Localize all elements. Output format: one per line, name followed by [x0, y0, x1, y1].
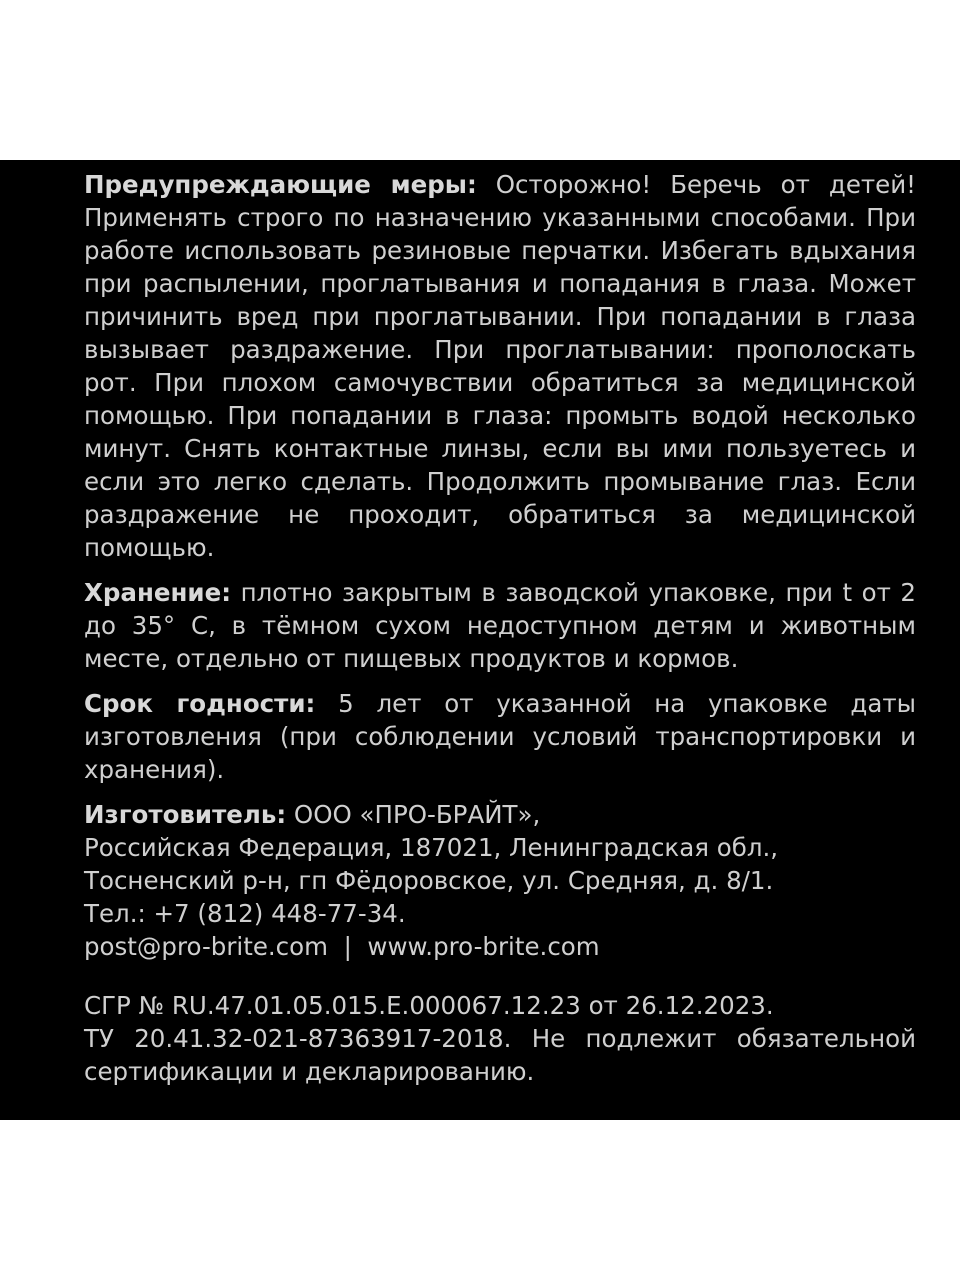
warnings-text: Осторожно! Беречь от детей! Применять строго по назначению указанными способами. При работе использовать резиновые перчатки. Избегать вдыхания при распылении, проглатывания и попадания в глаза. Может причинить вред при проглатывании. При попадании в глаза вызывает раздражение. При проглатывании: прополоскать рот. При плохом самочувствии обратиться за медицинской помощью. При попадании в глаза: промыть водой несколько минут. Снять контактные линзы, если вы ими пользуетесь и если это легко сделать. Продолжить промывание глаз. Если раздражение не проходит, обратиться за медицинской помощью. [84, 170, 916, 562]
storage-paragraph [84, 576, 916, 675]
manufacturer-address-line1: Российская Федерация, 187021, Ленинградская обл., [84, 833, 779, 862]
manufacturer-line [84, 798, 916, 831]
manufacturer-label: Изготовитель: [84, 800, 287, 829]
warnings-paragraph [84, 168, 916, 564]
storage-label: Хранение: [84, 578, 232, 607]
shelf-life-paragraph [84, 687, 916, 786]
label-text-panel [0, 160, 960, 1120]
storage-text: плотно закрытым в заводской упаковке, при t от 2 до 35° С, в тёмном сухом недоступном детям и животным месте, отдельно от пищевых продуктов и кормов. [84, 578, 916, 673]
manufacturer-phone: Тел.: +7 (812) 448-77-34. [84, 899, 406, 928]
manufacturer-block [84, 798, 916, 963]
shelf-life-label: Срок годности: [84, 689, 316, 718]
spacer [84, 975, 916, 989]
manufacturer-name: ООО «ПРО-БРАЙТ», [293, 800, 541, 829]
certification-paragraph [84, 989, 916, 1088]
sgr-line: СГР № RU.47.01.05.015.Е.000067.12.23 от 26.12.2023. [84, 991, 774, 1020]
manufacturer-contacts: post@pro-brite.com | www.pro-brite.com [84, 932, 600, 961]
manufacturer-address-line2: Тосненский р-н, гп Фёдоровское, ул. Средняя, д. 8/1. [84, 866, 774, 895]
tu-text: ТУ 20.41.32-021-87363917-2018. Не подлежит обязательной сертификации и декларированию. [84, 1024, 916, 1086]
shelf-life-text: 5 лет от указанной на упаковке даты изготовления (при соблюдении условий транспортировки и хранения). [84, 689, 916, 784]
warnings-label: Предупреждающие меры: [84, 170, 477, 199]
